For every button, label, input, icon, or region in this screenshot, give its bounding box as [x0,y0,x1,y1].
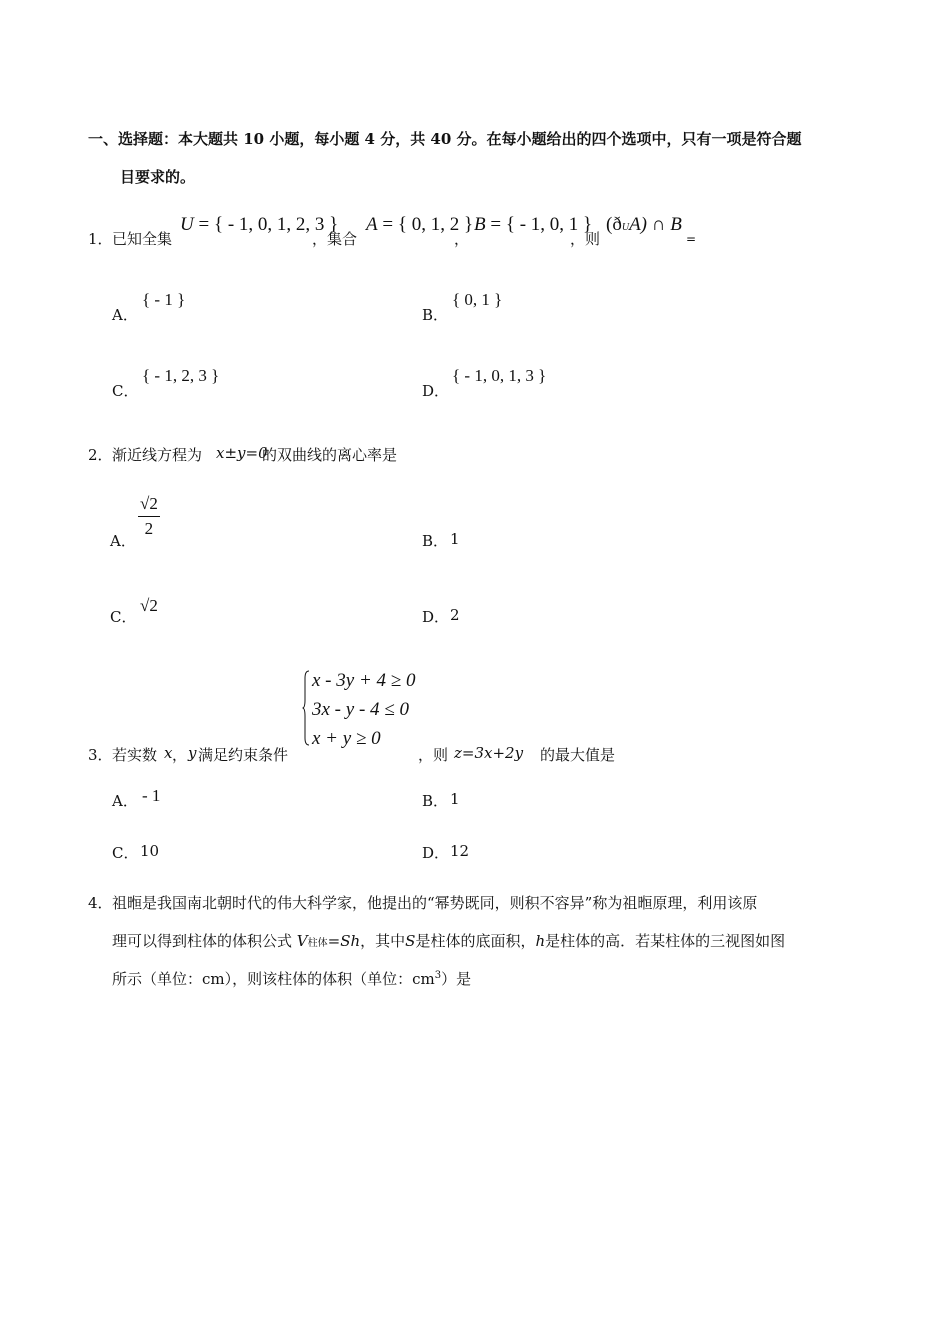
q2-text-before: 渐近线方程为 [112,446,203,464]
q2-option-c-value: √2 [140,596,158,615]
q1-option-a-label: A． [112,306,138,324]
q2-option-c-label: C． [110,608,137,626]
q2-text-after: 的双曲线的离心率是 [262,446,398,464]
q3-objective: z=3x+2y [454,744,524,762]
q3-option-c-value: 10 [140,842,160,860]
q3-var-x: x [164,744,173,762]
q1-comma: ， [454,230,470,248]
q3-number: 3． [88,746,113,764]
q4-line3: 所示（单位：cm），则该柱体的体积（单位：$cm^3$）是 [112,970,472,988]
q3-left-brace-icon [302,670,310,746]
q3-option-d-value: 12 [450,842,470,860]
q3-text-then: ，则 [418,746,449,764]
q2-option-b-label: B． [422,532,449,550]
q3-option-c-label: C． [112,844,139,862]
q1-equals: = [686,232,697,246]
q3-constraint-2: 3x - y - 4 ≤ 0 [312,699,409,720]
q1-number: 1． [88,230,113,248]
q1-text-then: ，则 [570,230,601,248]
q1-option-d-label: D． [422,382,450,400]
q4-number: 4． [88,894,113,912]
q1-text-set: ，集合 [312,230,358,248]
q4-line1: 祖暅是我国南北朝时代的伟大科学家，他提出的“幂势既同，则积不容异”称为祖暅原理，利用该原 [112,894,758,912]
q1-option-b-label: B． [422,306,449,324]
q3-comma: ， [172,746,188,764]
q1-option-c-value: { - 1, 2, 3 } [142,366,220,385]
q1-universal-set: U = { - 1, 0, 1, 2, 3 } [180,214,339,235]
q2-option-d-value: 2 [450,606,460,624]
q3-option-b-label: B． [422,792,449,810]
q3-option-a-label: A． [112,792,138,810]
q3-option-b-value: 1 [450,790,460,808]
q2-option-d-label: D． [422,608,450,626]
q3-constraint-1: x - 3y + 4 ≥ 0 [312,670,416,691]
q1-option-c-label: C． [112,382,139,400]
q1-set-b: B = { - 1, 0, 1 } [474,214,593,235]
q2-option-a-label: A． [110,532,136,550]
q3-text-max: 的最大值是 [540,746,616,764]
q1-text-universal: 已知全集 [112,230,173,248]
q3-option-d-label: D． [422,844,450,862]
q2-asymptote-equation: x±y=0 [216,444,268,462]
q3-text-real: 若实数 [112,746,158,764]
q3-var-y: y [188,744,197,762]
q1-option-d-value: { - 1, 0, 1, 3 } [452,366,547,385]
section-header-line2: 目要求的。 [120,168,196,186]
q2-option-a-denominator: 2 [144,519,154,538]
q3-text-constraint: 满足约束条件 [198,746,289,764]
q4-line2: 理可以得到柱体的体积公式 V柱体=Sh，其中S是柱体的底面积，h是柱体的高．若某柱体的三视图如图 [112,932,786,950]
q3-constraint-system [302,670,432,750]
q2-option-b-value: 1 [450,530,460,548]
section-header-line1: 一、选择题：本大题共 10 小题，每小题 4 分，共 40 分。在每小题给出的四个选项中，只有一项是符合题 [88,130,802,148]
q1-expression: (ðUA) ∩ B [606,214,682,235]
q2-number: 2． [88,446,113,464]
q3-constraint-3: x + y ≥ 0 [312,728,381,749]
q2-option-a-fraction [138,494,160,539]
q3-option-a-value: - 1 [142,786,161,805]
q2-option-a-numerator: √2 [138,494,160,517]
q1-set-a: A = { 0, 1, 2 } [366,214,474,235]
q1-option-a-value: { - 1 } [142,290,186,309]
q1-option-b-value: { 0, 1 } [452,290,503,309]
